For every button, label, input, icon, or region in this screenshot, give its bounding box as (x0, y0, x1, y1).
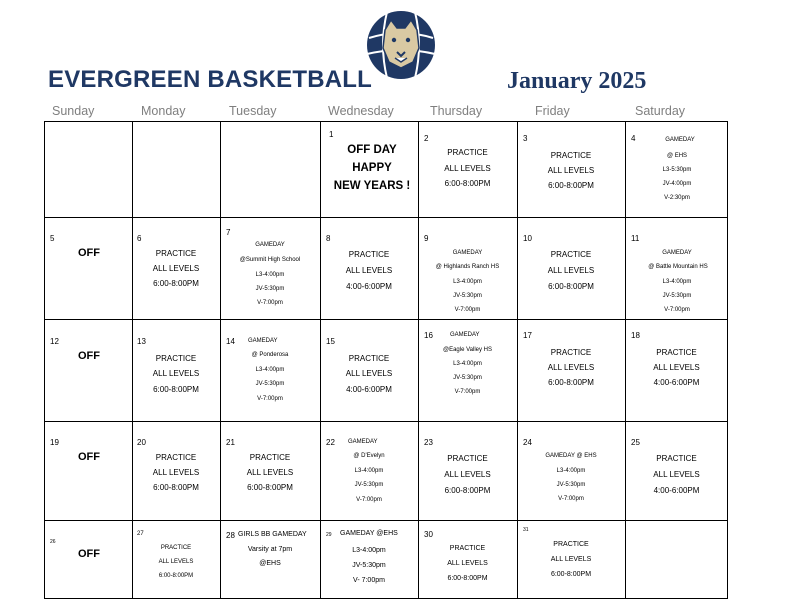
event-text: 6:00-8:00PM (447, 575, 488, 582)
dow-saturday: Saturday (635, 104, 686, 118)
date-number: 9 (424, 234, 429, 243)
date-number: 2 (424, 134, 429, 143)
event-text: PRACTICE (348, 354, 390, 363)
event-text: GAMEDAY @ EHS (545, 453, 597, 459)
event-text: PRACTICE (447, 454, 488, 463)
event-text: HAPPY (352, 162, 392, 174)
date-number: 24 (523, 438, 532, 447)
month-label: January 2025 (507, 68, 647, 94)
event-text: PRACTICE (447, 148, 488, 157)
grid-divider (517, 121, 518, 599)
event-text: L3-4:00pm (354, 468, 384, 474)
date-number: 16 (424, 331, 433, 340)
date-number: 13 (137, 337, 146, 346)
event-text: L3-5:30pm (662, 167, 692, 173)
date-number: 14 (226, 337, 235, 346)
mountain-lion-logo (357, 8, 445, 80)
event-text: GAMEDAY (255, 242, 285, 248)
event-text: @ EHS (666, 153, 688, 159)
event-text: L3-4:00pm (556, 468, 586, 474)
event-text: JV-5:30pm (556, 482, 586, 488)
date-number: 15 (326, 337, 335, 346)
event-text: 6:00-8:00PM (548, 181, 594, 190)
grid-divider (44, 217, 728, 218)
date-number: 31 (523, 527, 529, 533)
event-text: GAMEDAY (450, 332, 480, 338)
event-text: JV-5:30pm (453, 293, 482, 299)
event-text: ALL LEVELS (152, 468, 200, 477)
grid-divider (220, 121, 221, 599)
event-text: GAMEDAY (348, 439, 378, 445)
event-text: ALL LEVELS (444, 164, 491, 173)
event-text: JV-4:00pm (662, 181, 692, 187)
event-text: 6:00-8:00PM (444, 179, 491, 188)
date-number: 18 (631, 331, 640, 340)
event-text: L3-4:00pm (255, 272, 285, 278)
event-text: ALL LEVELS (444, 470, 491, 479)
event-text: 6:00-8:00PM (153, 483, 199, 492)
event-text: GAMEDAY (452, 250, 483, 256)
date-number: 19 (50, 438, 59, 447)
event-text: ALL LEVELS (152, 264, 200, 273)
event-text: GAMEDAY @EHS (340, 530, 398, 537)
date-number: 22 (326, 438, 335, 447)
event-text: V-7:00pm (454, 307, 481, 313)
event-text: PRACTICE (550, 348, 592, 357)
event-text: V-7:00pm (558, 496, 584, 502)
event-text: @ D'Evelyn (353, 453, 385, 459)
event-text: ALL LEVELS (152, 369, 200, 378)
date-number: 23 (424, 438, 433, 447)
event-text: JV-5:30pm (255, 286, 285, 292)
dow-wednesday: Wednesday (328, 104, 394, 118)
event-text: V- 7:00pm (353, 577, 385, 584)
calendar-title: EVERGREEN BASKETBALL (48, 66, 373, 93)
event-text: PRACTICE (160, 545, 192, 551)
event-text: V-7:00pm (664, 307, 690, 313)
date-number: 25 (631, 438, 640, 447)
event-text: PRACTICE (656, 348, 697, 357)
date-number: 12 (50, 337, 59, 346)
event-text: JV-5:30pm (352, 562, 386, 569)
event-text: PRACTICE (348, 250, 390, 259)
date-number: 10 (523, 234, 532, 243)
date-number: 20 (137, 438, 146, 447)
event-text: 6:00-8:00PM (247, 483, 293, 492)
dow-tuesday: Tuesday (229, 104, 277, 118)
event-text: V-7:00pm (356, 497, 382, 503)
event-text: ALL LEVELS (246, 468, 294, 477)
event-text: ALL LEVELS (158, 559, 194, 565)
event-text: PRACTICE (656, 454, 697, 463)
event-text: @ Ponderosa (251, 352, 289, 358)
date-number: 21 (226, 438, 235, 447)
off-label: OFF (78, 548, 100, 560)
date-number: 8 (326, 234, 331, 243)
event-text: 6:00-8:00PM (153, 279, 199, 288)
event-text: ALL LEVELS (345, 266, 393, 275)
dow-monday: Monday (141, 104, 186, 118)
event-text: PRACTICE (550, 250, 592, 259)
event-text: PRACTICE (155, 249, 197, 258)
event-text: @EHS (259, 560, 281, 567)
event-text: @ Highlands Ranch HS (435, 264, 500, 270)
event-text: GAMEDAY (662, 250, 692, 256)
event-text: ALL LEVELS (547, 266, 595, 275)
event-text: L3-4:00pm (255, 367, 285, 373)
event-text: 4:00-6:00PM (653, 486, 700, 495)
event-text: OFF DAY (347, 144, 397, 156)
event-text: @Eagle Valley HS (442, 347, 492, 353)
event-text: PRACTICE (155, 354, 197, 363)
grid-divider (44, 520, 728, 521)
event-text: @Summit High School (239, 257, 301, 263)
event-text: ALL LEVELS (653, 363, 700, 372)
event-text: L3-4:00pm (453, 279, 482, 285)
event-text: JV-5:30pm (255, 381, 285, 387)
event-text: @ Battle Mountain HS (648, 264, 708, 270)
event-text: JV-5:30pm (354, 482, 384, 488)
dow-friday: Friday (535, 104, 570, 118)
event-text: ALL LEVELS (547, 363, 595, 372)
date-number: 28 (226, 531, 235, 540)
event-text: PRACTICE (155, 453, 197, 462)
event-text: V-7:00pm (257, 300, 283, 306)
event-text: 6:00-8:00PM (550, 571, 592, 578)
date-number: 11 (631, 234, 640, 243)
date-number: 29 (326, 532, 332, 538)
event-text: 6:00-8:00PM (153, 385, 199, 394)
event-text: V-7:00pm (454, 389, 481, 395)
off-label: OFF (78, 350, 100, 362)
event-text: ALL LEVELS (547, 166, 595, 175)
event-text: PRACTICE (553, 541, 589, 548)
event-text: GIRLS BB GAMEDAY (238, 531, 307, 538)
off-label: OFF (78, 451, 100, 463)
dow-thursday: Thursday (430, 104, 483, 118)
event-text: ALL LEVELS (447, 560, 488, 567)
event-text: L3-4:00pm (662, 279, 692, 285)
date-number: 1 (329, 130, 334, 139)
event-text: V-7:00pm (257, 396, 283, 402)
grid-divider (625, 121, 626, 599)
event-text: L3-4:00pm (453, 361, 482, 367)
date-number: 5 (50, 234, 55, 243)
event-text: 6:00-8:00PM (548, 378, 594, 387)
event-text: 4:00-6:00PM (346, 282, 392, 291)
grid-divider (44, 421, 728, 422)
event-text: ALL LEVELS (653, 470, 700, 479)
date-number: 3 (523, 134, 528, 143)
date-number: 6 (137, 234, 142, 243)
event-text: JV-5:30pm (453, 375, 482, 381)
date-number: 27 (137, 531, 144, 537)
event-text: PRACTICE (449, 545, 486, 552)
event-text: 6:00-8:00PM (158, 573, 194, 579)
date-number: 30 (424, 530, 433, 539)
event-text: 6:00-8:00PM (444, 486, 491, 495)
event-text: V-2:30pm (664, 195, 690, 201)
event-text: 4:00-6:00PM (346, 385, 392, 394)
event-text: L3-4:00pm (352, 547, 386, 554)
date-number: 17 (523, 331, 532, 340)
event-text: Varsity at 7pm (247, 546, 293, 553)
event-text: JV-5:30pm (662, 293, 692, 299)
event-text: PRACTICE (550, 151, 592, 160)
off-label: OFF (78, 247, 100, 259)
dow-sunday: Sunday (52, 104, 95, 118)
event-text: GAMEDAY (248, 338, 278, 344)
event-text: 4:00-6:00PM (653, 378, 700, 387)
event-text: PRACTICE (249, 453, 291, 462)
event-text: 6:00-8:00PM (548, 282, 594, 291)
date-number: 7 (226, 228, 231, 237)
event-text: ALL LEVELS (550, 556, 592, 563)
date-number: 4 (631, 134, 636, 143)
date-number: 26 (50, 539, 56, 545)
event-text: ALL LEVELS (345, 369, 393, 378)
event-text: NEW YEARS ! (333, 180, 411, 192)
grid-divider (44, 319, 728, 320)
event-text: GAMEDAY (665, 137, 695, 143)
